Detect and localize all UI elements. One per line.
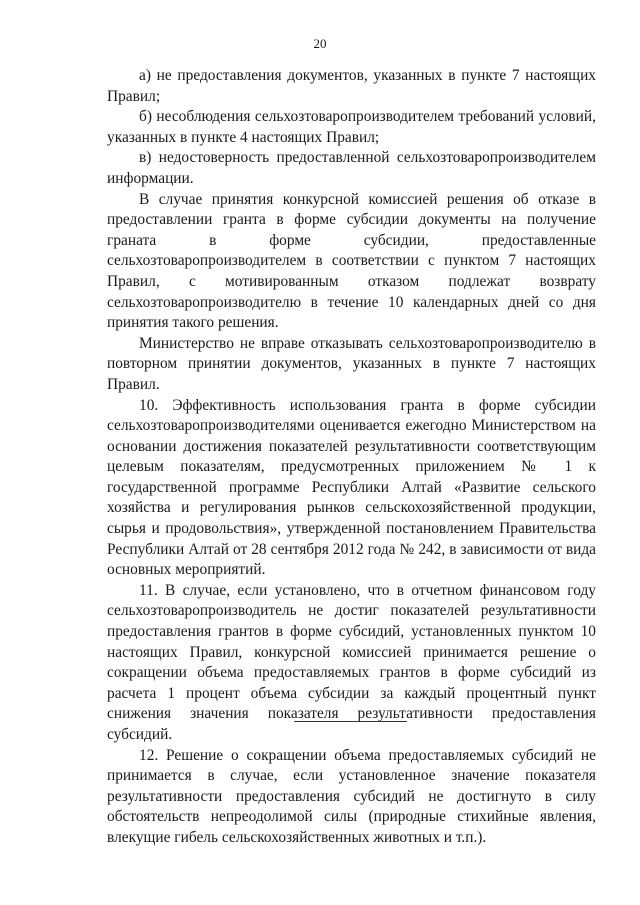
paragraph-refusal: В случае принятия конкурсной комиссией решения об отказе в предоставлении гранта в форме субсидии документы на получение граната в форме субсидии, предоставленные сельхозтоваропроизводителем в соответствии с пунктом 7 настоящих Правил, с мотивированным отказом подлежат возврату сельхозтоваропроизводителю в течение 10 календарных дней со дня принятия такого решения. [107, 190, 596, 332]
paragraph-item-v: в) недостоверность предоставленной сельхозтоваропроизводителем информации. [107, 149, 596, 187]
paragraph-item-b: б) несоблюдения сельхозтоваропроизводителем требований условий, указанных в пункте 4 настоящих Правил; [107, 108, 596, 146]
paragraph-item-a: а) не предоставления документов, указанных в пункте 7 настоящих Правил; [107, 67, 596, 105]
paragraph-10: 10. Эффективность использования гранта в форме субсидии сельхозтоваропроизводителями оценивается ежегодно Министерством на основании достижения показателей результативности соответствующим целевым показателям, предусмотренных приложением № 1 к государственной программе Республики Алтай «Развитие сельского хозяйства и регулирования рынков сельскохозяйственной продукции, сырья и продовольствия», утвержденной постановлением Правительства Республики Алтай от 28 сентября 2012 года № 242, в зависимости от вида основных мероприятий. [107, 396, 596, 579]
end-divider [294, 721, 407, 722]
paragraph-12: 12. Решение о сокращении объема предоставляемых субсидий не принимается в случае, если установленное значение показателя результативности предоставления субсидий не достигнуто в силу обстоятельств непреодолимой силы (природные стихийные явления, влекущие гибель сельскохозяйственных животных и т.п.). [107, 746, 596, 846]
document-body [107, 66, 596, 849]
paragraph-11: 11. В случае, если установлено, что в отчетном финансовом году сельхозтоваропроизводитель не достиг показателей результативности предоставления грантов в форме субсидий, установленных пунктом 10 настоящих Правил, конкурсной комиссией принимается решение о сокращении объема предоставляемых грантов в форме субсидий из расчета 1 процент объема субсидии за каждый процентный пункт снижения значения показателя результативности предоставления субсидий. [107, 581, 596, 743]
paragraph-ministry: Министерство не вправе отказывать сельхозтоваропроизводителю в повторном принятии документов, указанных в пункте 7 настоящих Правил. [107, 334, 596, 393]
page-number: 20 [313, 36, 327, 51]
